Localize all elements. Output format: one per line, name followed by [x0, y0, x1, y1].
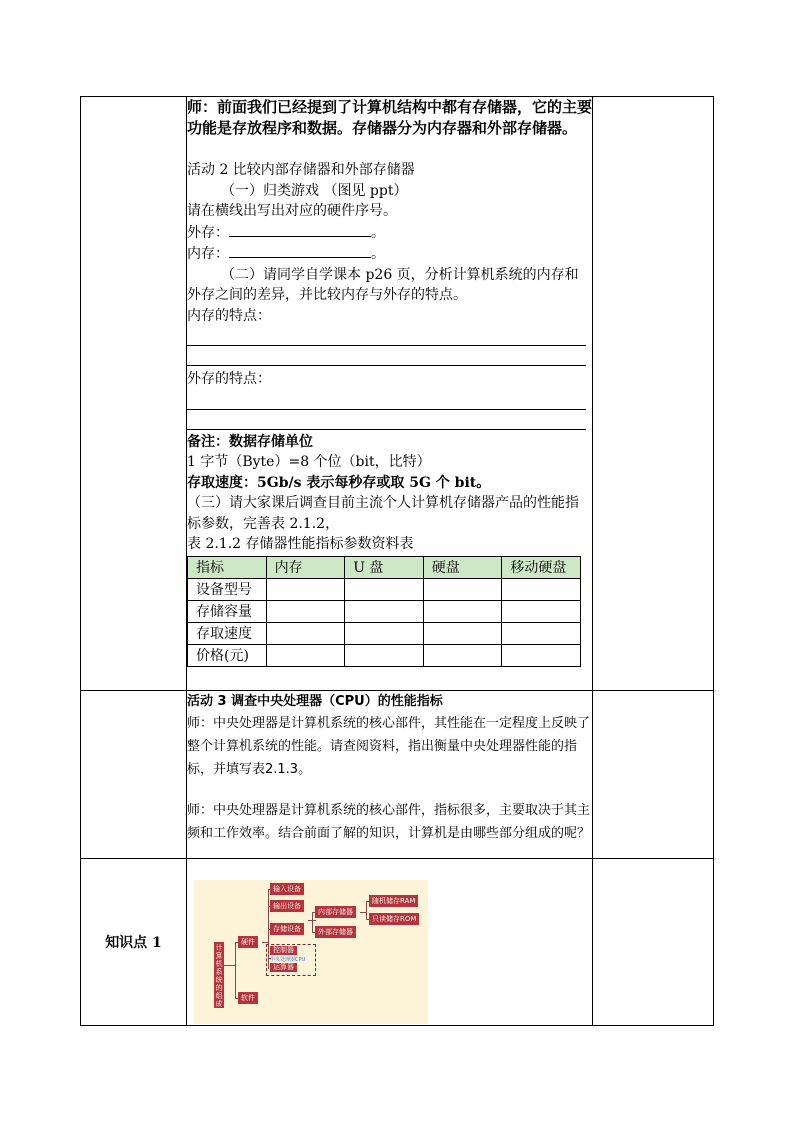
spec-row-label: 存储容量	[188, 600, 267, 622]
intro-text: 师：前面我们已经提到了计算机结构中都有存储器，它的主要功能是存放程序和数据。存储器分为内存器和外部存储器。	[187, 98, 593, 137]
external-features-label: 外存的特点：	[187, 371, 271, 387]
spec-row	[188, 622, 581, 644]
note-speed: 存取速度：5Gb/s 表示每秒存或取 5G 个 bit。	[187, 474, 491, 491]
activity3-para1: 师：中央处理器是计算机系统的核心部件，其性能在一定程度上反映了整个计算机系统的性能。请查阅资料，指出衡量中央处理器性能的指标，并填写表2.1.3。	[187, 716, 591, 777]
spec-header-cell: 内存	[266, 556, 345, 578]
knowledge-point-label: 知识点 1	[105, 935, 162, 951]
spec-cell[interactable]	[502, 622, 581, 644]
mindmap-alu-node: 运算器	[270, 963, 297, 972]
mindmap-hardware-node: 硬件	[238, 936, 258, 948]
internal-features-label: 内存的特点：	[187, 307, 271, 324]
row2-right-cell	[593, 691, 714, 859]
spec-cell[interactable]	[502, 578, 581, 600]
table-caption: 表 2.1.2 存储器性能指标参数资料表	[187, 536, 414, 552]
spec-header-row	[188, 556, 581, 578]
activity2-title: 活动 2 比较内部存储器和外部存储器	[187, 162, 415, 178]
part1-title: （一）归类游戏 （图见 ppt）	[221, 182, 408, 199]
mindmap-output-node: 输出设备	[270, 900, 304, 912]
spec-row	[188, 644, 581, 666]
note-title: 备注：数据存储单位	[187, 433, 313, 450]
row1-content-cell	[187, 97, 593, 691]
external-blank-line: 外存： 。	[187, 222, 592, 244]
spec-cell[interactable]	[266, 600, 345, 622]
mindmap-controller-node: 控制器	[270, 946, 297, 955]
mindmap-software-node: 软件	[238, 992, 258, 1004]
spec-cell[interactable]	[345, 644, 424, 666]
computer-system-mindmap	[194, 880, 428, 1024]
spec-header-cell: 指标	[188, 556, 267, 578]
spec-cell[interactable]	[502, 644, 581, 666]
lesson-plan-table	[80, 96, 714, 1026]
spec-cell[interactable]	[345, 578, 424, 600]
mindmap-internal-storage-node: 内部存储器	[315, 906, 356, 918]
spec-row-label: 价格(元)	[188, 644, 267, 666]
spec-header-cell: 硬盘	[423, 556, 502, 578]
row3-left-cell	[81, 859, 187, 1026]
spec-row	[188, 600, 581, 622]
activity3-para2: 师：中央处理器是计算机系统的核心部件，指标很多，主要取决于其主频和工作效率。结合前面了解的知识，计算机是由哪些部分组成的呢？	[187, 803, 591, 841]
mindmap-external-storage-node: 外部存储器	[315, 926, 356, 938]
part1-instruction: 请在横线出写出对应的硬件序号。	[187, 203, 397, 219]
spec-header-cell: U 盘	[345, 556, 424, 578]
answer-line	[187, 326, 586, 346]
spec-cell[interactable]	[266, 644, 345, 666]
note-byte: 1 字节（Byte）=8 个位（bit，比特）	[187, 454, 431, 470]
activity3-title: 活动 3 调查中央处理器（CPU）的性能指标	[187, 694, 443, 709]
spec-cell[interactable]	[423, 644, 502, 666]
part2-text: （二）请同学自学课本 p26 页，分析计算机系统的内存和外存之间的差异，并比较内存与外存的特点。	[187, 266, 579, 303]
spec-row	[188, 578, 581, 600]
spec-cell[interactable]	[345, 600, 424, 622]
spec-cell[interactable]	[423, 622, 502, 644]
mindmap-storage-node: 存储设备	[270, 923, 304, 935]
row1-right-cell	[593, 97, 714, 691]
mindmap-ram-node: 随机储存RAM	[369, 895, 418, 907]
spec-cell[interactable]	[423, 578, 502, 600]
mindmap-rom-node: 只读储存ROM	[369, 913, 419, 925]
row1-left-cell	[81, 97, 187, 691]
answer-line	[187, 346, 586, 366]
row3-right-cell	[593, 859, 714, 1026]
storage-spec-table	[187, 556, 581, 667]
row3-content-cell	[187, 859, 593, 1026]
answer-line	[187, 410, 586, 430]
mindmap-root-node: 计算机系统的组成	[215, 944, 223, 1008]
part3-text: （三）请大家课后调查目前主流个人计算机存储器产品的性能指标参数，完善表 2.1.2，	[187, 495, 579, 532]
spec-header-cell: 移动硬盘	[502, 556, 581, 578]
spec-cell[interactable]	[266, 578, 345, 600]
mindmap-cpu-label: 中央处理器CPU	[270, 957, 306, 963]
row2-left-cell	[81, 691, 187, 859]
spec-cell[interactable]	[502, 600, 581, 622]
answer-line	[187, 390, 586, 410]
spec-cell[interactable]	[345, 622, 424, 644]
row2-content-cell	[187, 691, 593, 859]
mindmap-input-node: 输入设备	[270, 883, 304, 895]
spec-row-label: 存取速度	[188, 622, 267, 644]
spec-row-label: 设备型号	[188, 578, 267, 600]
internal-blank-line: 内存： 。	[187, 243, 592, 265]
spec-cell[interactable]	[423, 600, 502, 622]
spec-cell[interactable]	[266, 622, 345, 644]
